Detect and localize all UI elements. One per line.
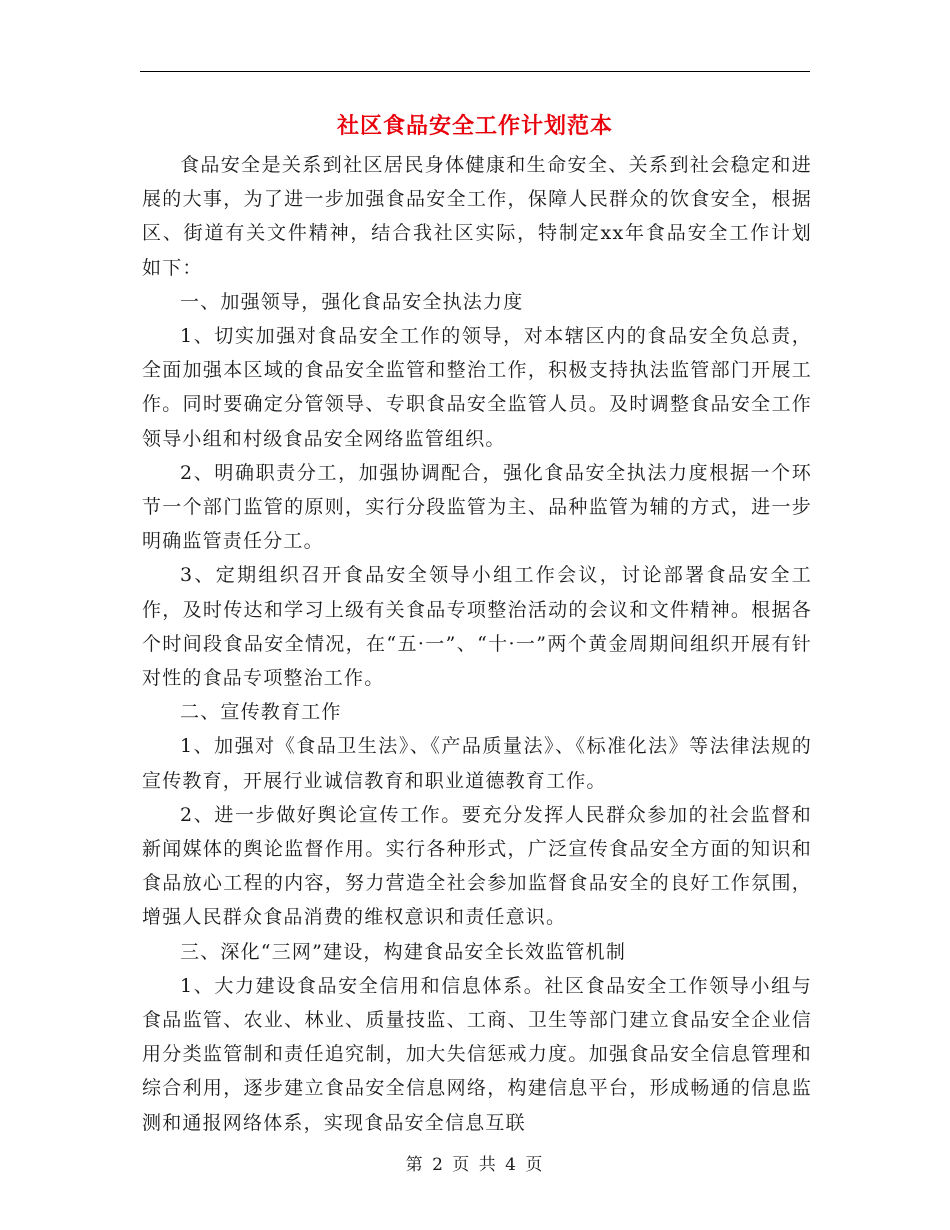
- page-number-footer: 第 2 页 共 4 页: [405, 1155, 545, 1175]
- paragraph: 1、加强对《食品卫生法》、《产品质量法》、《标准化法》等法律法规的宣传教育，开展行业诚信教育和职业道德教育工作。: [142, 735, 812, 792]
- header-rule: [140, 71, 810, 72]
- section-heading-2: 二、宣传教育工作: [180, 701, 342, 724]
- paragraph-intro: 食品安全是关系到社区居民身体健康和生命安全、关系到社会稳定和进展的大事，为了进一步加强食品安全工作，保障人民群众的饮食安全，根据区、街道有关文件精神，结合我社区实际，特制定xx年食品安全工作计划如下：: [142, 154, 812, 279]
- section-heading-3: 三、深化“三网”建设，构建食品安全长效监管机制: [180, 940, 627, 963]
- paragraph: 3、定期组织召开食品安全领导小组工作会议，讨论部署食品安全工作，及时传达和学习上级有关食品专项整治活动的会议和文件精神。根据各个时间段食品安全情况，在“五·一”、“十·一”两个黄金周期间组织开展有针对性的食品专项整治工作。: [142, 564, 812, 690]
- document-title: 社区食品安全工作计划范本: [336, 113, 613, 139]
- paragraph: 2、进一步做好舆论宣传工作。要充分发挥人民群众参加的社会监督和新闻媒体的舆论监督作用。实行各种形式，广泛宣传食品安全方面的知识和食品放心工程的内容，努力营造全社会参加监督食品安全的良好工作氛围，增强人民群众食品消费的维权意识和责任意识。: [142, 803, 812, 929]
- paragraph: 1、大力建设食品安全信用和信息体系。社区食品安全工作领导小组与食品监管、农业、林业、质量技监、工商、卫生等部门建立食品安全企业信用分类监管制和责任追究制，加大失信惩戒力度。加强食品安全信息管理和综合利用，逐步建立食品安全信息网络，构建信息平台，形成畅通的信息监测和通报网络体系，实现食品安全信息互联: [142, 974, 812, 1134]
- document-body: [142, 148, 812, 1140]
- section-heading-1: 一、加强领导，强化食品安全执法力度: [180, 290, 524, 313]
- paragraph: 2、明确职责分工，加强协调配合，强化食品安全执法力度根据一个环节一个部门监管的原则，实行分段监管为主、品种监管为辅的方式，进一步明确监管责任分工。: [142, 461, 812, 553]
- paragraph: 1、切实加强对食品安全工作的领导，对本辖区内的食品安全负总责，全面加强本区域的食品安全监管和整治工作，积极支持执法监管部门开展工作。同时要确定分管领导、专职食品安全监管人员。及时调整食品安全工作领导小组和村级食品安全网络监管组织。: [142, 325, 812, 450]
